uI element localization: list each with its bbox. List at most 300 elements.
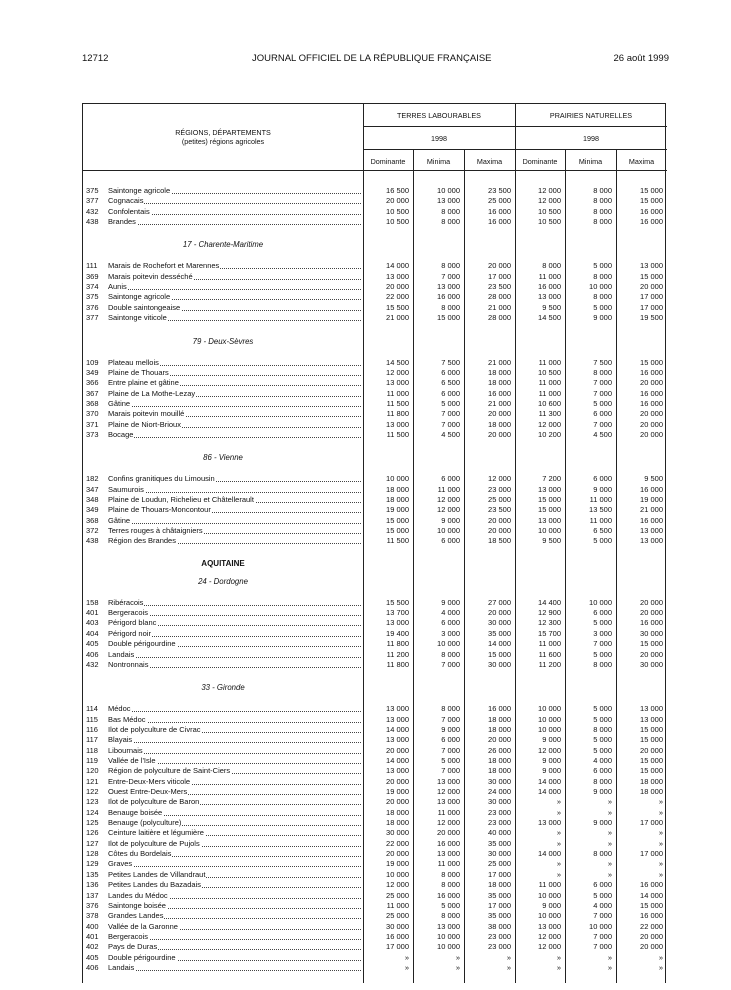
value-cell: 17 000 — [640, 818, 663, 828]
value-cell: 19 000 — [640, 495, 663, 504]
value-cell: 16 000 — [488, 704, 511, 714]
region-name-cell — [108, 735, 363, 745]
leader-dots — [108, 657, 361, 658]
table-row — [83, 963, 667, 973]
leader-dots — [108, 970, 361, 971]
value-cell: 5 000 — [593, 704, 612, 714]
value-cell: 12 000 — [538, 942, 561, 952]
value-cell: 16 000 — [640, 880, 663, 890]
value-cell: 10 000 — [538, 526, 561, 536]
value-cell: 13 000 — [437, 849, 460, 859]
region-name: Landais — [108, 962, 135, 972]
region-code: 377 — [86, 196, 99, 206]
region-name-cell — [108, 485, 363, 495]
value-cell: 9 500 — [644, 474, 663, 484]
value-cell: 10 000 — [589, 597, 612, 607]
region-code: 401 — [86, 931, 99, 941]
value-cell: 30 000 — [488, 797, 511, 807]
value-cell: 13 000 — [538, 292, 561, 302]
region-code: 118 — [86, 745, 98, 755]
region-name-cell — [108, 766, 363, 776]
table-row — [83, 399, 667, 409]
value-cell: 4 000 — [593, 755, 612, 765]
value-cell: 8 000 — [441, 261, 460, 271]
value-cell: 20 000 — [386, 282, 409, 292]
table-row — [83, 358, 667, 368]
value-cell: 35 000 — [488, 838, 511, 848]
region-code: 377 — [86, 313, 99, 323]
value-cell: 10 600 — [538, 398, 561, 408]
table-row — [83, 389, 667, 399]
value-cell: 7 500 — [593, 357, 612, 367]
region-name: Gâtine — [108, 515, 131, 525]
value-cell: 8 000 — [593, 776, 612, 786]
value-cell: 11 000 — [437, 859, 460, 869]
leader-dots — [108, 605, 361, 606]
region-code: 109 — [86, 357, 99, 367]
value-cell: 20 000 — [386, 745, 409, 755]
table-row — [83, 526, 667, 536]
region-code: 375 — [86, 186, 99, 195]
table-row — [83, 186, 667, 196]
value-cell: 8 000 — [593, 206, 612, 216]
value-cell: 6 000 — [441, 388, 460, 398]
table-row — [83, 409, 667, 419]
value-cell: 11 000 — [437, 484, 460, 494]
value-cell: 9 000 — [441, 515, 460, 525]
value-cell: 11 000 — [538, 388, 561, 398]
value-cell: 23 500 — [488, 186, 511, 195]
value-cell: 14 000 — [538, 849, 561, 859]
region-name: Confolentais — [108, 206, 150, 216]
table-row — [83, 598, 667, 608]
value-cell: 9 000 — [542, 755, 561, 765]
value-cell: 18 500 — [488, 536, 511, 546]
region-name-cell — [108, 526, 363, 536]
value-cell: 18 000 — [640, 776, 663, 786]
page-number: 12712 — [82, 53, 109, 64]
table-row — [83, 818, 667, 828]
region-name-cell — [108, 839, 363, 849]
leader-dots — [108, 203, 361, 204]
region-name-cell — [108, 629, 363, 639]
value-cell: 6 000 — [441, 735, 460, 745]
region-code: 136 — [86, 880, 99, 890]
value-cell: 5 000 — [593, 735, 612, 745]
region-name: Ceinture laitière et légumière — [108, 828, 204, 838]
region-name-cell — [108, 292, 363, 302]
table-row — [83, 828, 667, 838]
value-cell: 14 000 — [386, 261, 409, 271]
value-cell: 13 000 — [640, 261, 663, 271]
leader-dots — [108, 289, 361, 290]
value-cell: 8 000 — [441, 704, 460, 714]
region-name: Côtes du Bordelais — [108, 849, 172, 859]
value-cell: 18 000 — [488, 880, 511, 890]
region-name-cell — [108, 818, 363, 828]
value-cell: 9 000 — [593, 313, 612, 323]
region-name: Saintonge boisée — [108, 900, 166, 910]
table-row — [83, 217, 667, 227]
value-cell: 11 600 — [538, 649, 561, 659]
value-cell: 13 000 — [386, 618, 409, 628]
value-cell: 7 000 — [593, 942, 612, 952]
regions-title: RÉGIONS, DÉPARTEMENTS — [175, 128, 271, 137]
region-name: Bergeracois — [108, 608, 149, 618]
leader-dots — [108, 753, 361, 754]
region-code: 349 — [86, 367, 99, 377]
value-cell: 22 000 — [640, 921, 663, 931]
value-cell: 7 000 — [441, 714, 460, 724]
region-code: 117 — [86, 735, 98, 745]
region-code: 368 — [86, 398, 99, 408]
region-name: Saintonge agricole — [108, 186, 171, 195]
region-name: Entre plaine et gâtine — [108, 378, 179, 388]
value-cell: 25 000 — [488, 196, 511, 206]
value-cell: 13 000 — [437, 921, 460, 931]
value-cell: 30 000 — [386, 921, 409, 931]
region-code: 368 — [86, 515, 99, 525]
region-name: Plaine de La Mothe-Lezay — [108, 388, 196, 398]
value-cell: 6 000 — [441, 474, 460, 484]
value-cell: 8 000 — [593, 367, 612, 377]
value-cell: 13 000 — [437, 282, 460, 292]
value-cell: 6 000 — [593, 766, 612, 776]
value-cell: 16 000 — [640, 484, 663, 494]
value-cell: 12 000 — [437, 505, 460, 515]
value-cell: 12 000 — [386, 880, 409, 890]
region-code: 127 — [86, 838, 99, 848]
leader-dots — [108, 523, 361, 524]
region-code: 371 — [86, 419, 99, 429]
region-code: 111 — [86, 261, 98, 271]
value-cell: 8 000 — [441, 649, 460, 659]
table-row — [83, 797, 667, 807]
table-row — [83, 880, 667, 890]
region-name-cell — [108, 911, 363, 921]
value-cell: 13 000 — [386, 704, 409, 714]
value-cell: 3 000 — [593, 628, 612, 638]
col-dominante-terres: Dominante — [370, 157, 406, 166]
table-row — [83, 618, 667, 628]
value-cell: 27 000 — [488, 597, 511, 607]
value-cell: 12 000 — [538, 186, 561, 195]
region-name-cell — [108, 272, 363, 282]
region-name: Ouest Entre-Deux-Mers — [108, 787, 188, 796]
region-code: 367 — [86, 388, 99, 398]
value-cell: 15 000 — [386, 526, 409, 536]
value-cell: 20 000 — [488, 526, 511, 536]
value-cell: 13 000 — [640, 526, 663, 536]
region-name: Libournais — [108, 745, 143, 755]
value-cell: 8 000 — [593, 271, 612, 281]
value-cell: 18 000 — [386, 818, 409, 828]
region-name-cell — [108, 704, 363, 714]
region-code: 370 — [86, 409, 99, 419]
value-cell: 10 500 — [538, 206, 561, 216]
value-cell: 7 000 — [593, 378, 612, 388]
table-row — [83, 378, 667, 388]
value-cell: 13 000 — [386, 378, 409, 388]
region-name-cell — [108, 261, 363, 271]
region-name-cell — [108, 303, 363, 313]
value-cell: 9 000 — [593, 484, 612, 494]
table-row — [83, 292, 667, 302]
value-cell: 16 000 — [488, 388, 511, 398]
value-cell: » — [607, 962, 612, 972]
divider — [363, 126, 667, 127]
table-row — [83, 368, 667, 378]
value-cell: 10 500 — [386, 206, 409, 216]
region-code: 126 — [86, 828, 99, 838]
value-cell: 20 000 — [386, 849, 409, 859]
value-cell: 16 000 — [640, 618, 663, 628]
value-cell: 3 000 — [441, 628, 460, 638]
value-cell: 13 000 — [538, 921, 561, 931]
region-name-cell — [108, 313, 363, 323]
year-prairies: 1998 — [583, 134, 599, 143]
value-cell: 14 000 — [488, 639, 511, 649]
value-cell: 6 000 — [593, 880, 612, 890]
group-prairies-naturelles: PRAIRIES NATURELLES — [549, 111, 633, 120]
value-cell: 8 000 — [441, 217, 460, 227]
value-cell: 23 000 — [488, 484, 511, 494]
value-cell: 13 000 — [640, 704, 663, 714]
table-row — [83, 485, 667, 495]
region-code: 406 — [86, 962, 99, 972]
region-code: 373 — [86, 429, 99, 439]
value-cell: 5 000 — [593, 618, 612, 628]
value-cell: 10 000 — [589, 921, 612, 931]
value-cell: 20 000 — [386, 776, 409, 786]
leader-dots — [108, 406, 361, 407]
value-cell: 25 000 — [488, 495, 511, 504]
value-cell: 9 000 — [542, 900, 561, 910]
region-code: 347 — [86, 484, 99, 494]
value-cell: 7 000 — [441, 766, 460, 776]
leader-dots — [108, 224, 361, 225]
value-cell: 19 000 — [386, 505, 409, 515]
value-cell: 21 000 — [640, 505, 663, 515]
value-cell: 10 500 — [538, 367, 561, 377]
value-cell: 12 000 — [437, 495, 460, 504]
value-cell: 6 000 — [441, 618, 460, 628]
value-cell: » — [658, 797, 663, 807]
value-cell: 5 000 — [593, 398, 612, 408]
value-cell: 13 000 — [538, 484, 561, 494]
value-cell: 12 000 — [437, 818, 460, 828]
value-cell: 17 000 — [640, 302, 663, 312]
department-heading: 24 - Dordogne — [198, 576, 248, 586]
region-name-cell — [108, 420, 363, 430]
value-cell: 30 000 — [640, 659, 663, 669]
value-cell: 22 000 — [386, 292, 409, 302]
value-cell: 23 500 — [488, 282, 511, 292]
table-row — [83, 891, 667, 901]
value-cell: 20 000 — [488, 429, 511, 439]
department-heading: 17 - Charente-Maritime — [182, 240, 264, 250]
region-code: 114 — [86, 704, 98, 714]
value-cell: 15 000 — [640, 357, 663, 367]
region-code: 405 — [86, 952, 99, 962]
value-cell: 20 000 — [640, 378, 663, 388]
leader-dots — [108, 492, 361, 493]
region-name: Bas Médoc — [108, 714, 146, 724]
value-cell: 11 000 — [589, 515, 612, 525]
land-value-table — [82, 103, 666, 983]
region-name-cell — [108, 495, 363, 505]
region-name-cell — [108, 891, 363, 901]
leader-dots — [108, 866, 361, 867]
table-row — [83, 849, 667, 859]
value-cell: 10 000 — [437, 931, 460, 941]
value-cell: 7 200 — [542, 474, 561, 484]
value-cell: 14 000 — [386, 724, 409, 734]
value-cell: 12 000 — [538, 931, 561, 941]
value-cell: 4 000 — [593, 900, 612, 910]
value-cell: 7 000 — [441, 659, 460, 669]
value-cell: 8 000 — [593, 724, 612, 734]
region-code: 124 — [86, 807, 99, 817]
value-cell: 11 000 — [589, 495, 612, 504]
region-name-cell — [108, 942, 363, 952]
value-cell: » — [658, 828, 663, 838]
region-name: Benauge (polyculture) — [108, 818, 182, 828]
value-cell: 16 000 — [640, 217, 663, 227]
region-code: 403 — [86, 618, 99, 628]
value-cell: 18 000 — [488, 378, 511, 388]
value-cell: 15 700 — [538, 628, 561, 638]
region-name-cell — [108, 725, 363, 735]
table-row — [83, 777, 667, 787]
value-cell: » — [658, 859, 663, 869]
value-cell: 17 000 — [640, 292, 663, 302]
value-cell: » — [658, 838, 663, 848]
value-cell: 18 000 — [386, 495, 409, 504]
value-cell: » — [556, 859, 561, 869]
region-name-cell — [108, 787, 363, 797]
value-cell: 8 000 — [441, 880, 460, 890]
value-cell: 11 000 — [538, 378, 561, 388]
col-maxima-prairies: Maxima — [628, 157, 655, 166]
region-name: Landais — [108, 649, 135, 659]
value-cell: 40 000 — [488, 828, 511, 838]
value-cell: 12 000 — [437, 787, 460, 796]
regions-subtitle: (petites) régions agricoles — [181, 137, 265, 146]
value-cell: 10 000 — [437, 639, 460, 649]
value-cell: 30 000 — [488, 849, 511, 859]
value-cell: » — [607, 838, 612, 848]
region-code: 375 — [86, 292, 99, 302]
value-cell: 5 000 — [593, 649, 612, 659]
region-name: Saintonge agricole — [108, 292, 171, 302]
value-cell: 5 000 — [593, 536, 612, 546]
value-cell: 16 000 — [386, 931, 409, 941]
value-cell: 6 500 — [441, 378, 460, 388]
value-cell: » — [556, 838, 561, 848]
value-cell: 10 000 — [538, 714, 561, 724]
region-code: 182 — [86, 474, 99, 484]
value-cell: » — [607, 952, 612, 962]
value-cell: 10 000 — [538, 704, 561, 714]
value-cell: 12 000 — [538, 196, 561, 206]
value-cell: 15 000 — [640, 271, 663, 281]
value-cell: 13 700 — [386, 608, 409, 618]
region-name: Nontronnais — [108, 659, 149, 669]
value-cell: 16 500 — [386, 186, 409, 195]
value-cell: 11 300 — [538, 409, 561, 419]
value-cell: 15 500 — [386, 302, 409, 312]
region-code: 119 — [86, 755, 98, 765]
value-cell: 30 000 — [488, 659, 511, 669]
value-cell: 30 000 — [386, 828, 409, 838]
value-cell: 9 000 — [441, 597, 460, 607]
region-name: Périgord noir — [108, 628, 151, 638]
value-cell: 10 000 — [437, 942, 460, 952]
region-name-cell — [108, 880, 363, 890]
value-cell: 20 000 — [437, 828, 460, 838]
value-cell: 20 000 — [386, 797, 409, 807]
value-cell: 10 000 — [538, 911, 561, 921]
table-row — [83, 629, 667, 639]
divider — [363, 149, 667, 150]
region-name: Marais de Rochefort et Marennes — [108, 261, 220, 271]
table-row — [83, 735, 667, 745]
region-name-cell — [108, 409, 363, 419]
value-cell: 10 000 — [437, 526, 460, 536]
value-cell: 20 000 — [386, 196, 409, 206]
value-cell: 20 000 — [640, 419, 663, 429]
value-cell: 8 000 — [593, 186, 612, 195]
value-cell: 17 000 — [488, 900, 511, 910]
region-name: Plaine de Loudun, Richelieu et Châtellerault — [108, 495, 254, 504]
table-row — [83, 516, 667, 526]
region-name-cell — [108, 901, 363, 911]
region-code: 378 — [86, 911, 99, 921]
value-cell: 15 000 — [640, 724, 663, 734]
region-code: 432 — [86, 659, 99, 669]
leader-dots — [108, 742, 361, 743]
value-cell: 5 000 — [441, 755, 460, 765]
region-name-cell — [108, 808, 363, 818]
value-cell: 10 500 — [538, 217, 561, 227]
value-cell: 11 000 — [386, 900, 409, 910]
region-name: Ilot de polyculture de Civrac — [108, 724, 201, 734]
value-cell: 20 000 — [640, 597, 663, 607]
value-cell: 7 500 — [441, 357, 460, 367]
region-name-cell — [108, 953, 363, 963]
value-cell: 16 000 — [437, 292, 460, 302]
region-code: 402 — [86, 942, 99, 952]
value-cell: 13 000 — [640, 536, 663, 546]
table-row — [83, 430, 667, 440]
table-row — [83, 859, 667, 869]
region-name-cell — [108, 618, 363, 628]
value-cell: 9 500 — [542, 536, 561, 546]
value-cell: 5 000 — [441, 398, 460, 408]
value-cell: 8 000 — [441, 911, 460, 921]
value-cell: 13 000 — [538, 818, 561, 828]
value-cell: 19 500 — [640, 313, 663, 323]
region-name: Confins granitiques du Limousin — [108, 474, 215, 484]
region-name: Ilot de polyculture de Baron — [108, 797, 200, 807]
region-name: Marais poitevin desséché — [108, 271, 193, 281]
value-cell: 4 500 — [593, 429, 612, 439]
region-name: Plaine de Niort-Brioux — [108, 419, 181, 429]
value-cell: 9 500 — [542, 302, 561, 312]
table-row — [83, 766, 667, 776]
region-name-cell — [108, 660, 363, 670]
